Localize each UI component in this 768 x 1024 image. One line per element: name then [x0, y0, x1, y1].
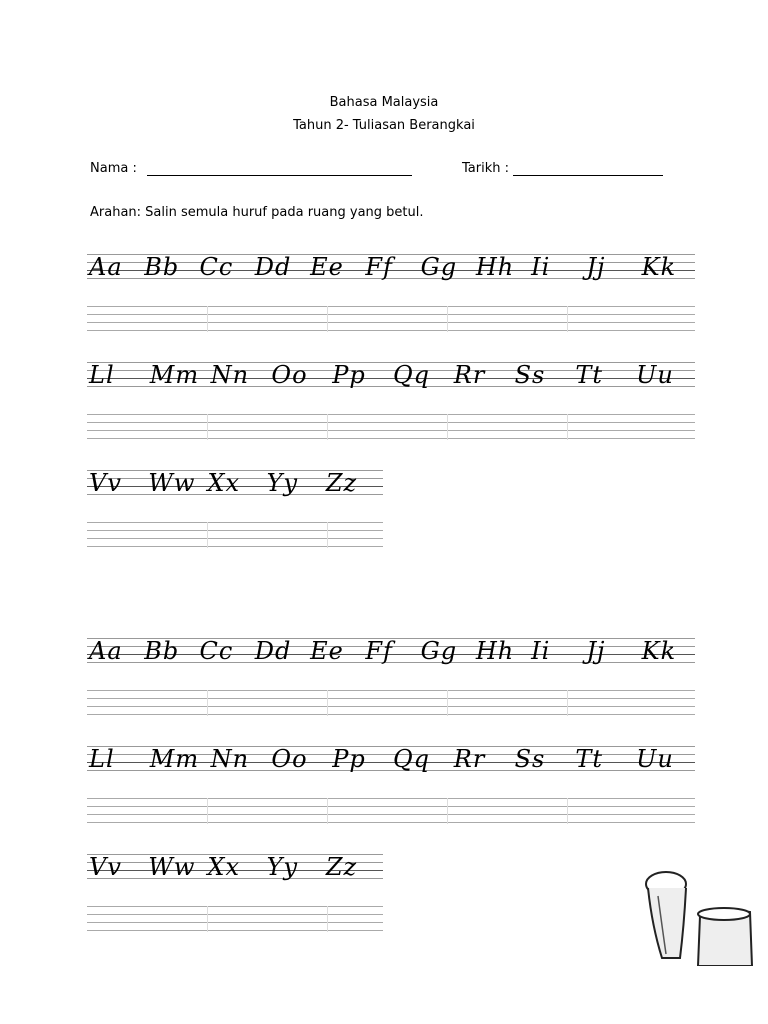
practice-divider	[327, 522, 328, 548]
practice-divider	[327, 798, 328, 824]
cursive-letter-pair: Ll	[89, 361, 115, 389]
cursive-letter-pair: Mm	[149, 361, 200, 389]
cursive-letter-pair: Pp	[332, 745, 366, 773]
cursive-letter-pair: Yy	[266, 853, 299, 881]
practice-line	[87, 814, 695, 815]
tarikh-label: Tarikh :	[462, 161, 509, 176]
practice-line	[87, 690, 695, 691]
practice-line	[87, 522, 383, 523]
letter-row	[87, 848, 383, 888]
cursive-letter-pair: Uu	[636, 745, 674, 773]
tarikh-field[interactable]	[462, 161, 663, 176]
cursive-letter-pair: Hh	[475, 253, 515, 281]
practice-line	[87, 698, 695, 699]
cursive-letter-pair: Mm	[149, 745, 200, 773]
topic-title: Tahun 2- Tuliasan Berangkai	[293, 118, 475, 133]
practice-lines[interactable]	[87, 306, 695, 332]
practice-divider	[447, 690, 448, 716]
cursive-letter-pair: Vv	[89, 469, 122, 497]
practice-line	[87, 822, 695, 823]
practice-line	[87, 546, 383, 547]
cursive-letter-pair: Tt	[575, 745, 604, 773]
letter-group	[87, 632, 695, 672]
nama-field[interactable]	[90, 161, 412, 176]
practice-line	[87, 806, 695, 807]
cursive-letter-pair: Hh	[475, 637, 515, 665]
practice-line	[87, 438, 695, 439]
practice-line	[87, 322, 695, 323]
letter-group	[87, 248, 695, 288]
practice-lines[interactable]	[87, 798, 695, 824]
cursive-letter-pair: Nn	[210, 745, 250, 773]
practice-line	[87, 422, 695, 423]
cursive-letter-pair: Zz	[325, 853, 358, 881]
practice-line	[87, 430, 695, 431]
cursive-letter-pair: Rr	[453, 361, 486, 389]
cursive-letter-pair: Ww	[148, 469, 196, 497]
practice-line	[87, 530, 383, 531]
practice-line	[87, 914, 383, 915]
practice-divider	[327, 414, 328, 440]
cursive-letter-pair: Nn	[210, 361, 250, 389]
tarikh-line[interactable]	[513, 163, 663, 176]
cursive-letter-pair: Bb	[144, 253, 180, 281]
cursive-letter-pair: Bb	[144, 637, 180, 665]
cursive-letter-pair: Cc	[199, 637, 234, 665]
letter-row	[87, 740, 695, 780]
practice-divider	[207, 306, 208, 332]
letter-row	[87, 464, 383, 504]
instruction-text: Arahan: Salin semula huruf pada ruang yang betul.	[90, 205, 424, 220]
practice-line	[87, 922, 383, 923]
practice-divider	[207, 414, 208, 440]
letter-group	[87, 740, 695, 780]
trash-bin-icon	[640, 866, 768, 966]
cursive-letter-pair: Qq	[392, 361, 431, 389]
cursive-letter-pair: Pp	[332, 361, 366, 389]
cursive-letter-pair: Kk	[641, 637, 677, 665]
practice-line	[87, 314, 695, 315]
practice-line	[87, 330, 695, 331]
practice-divider	[567, 414, 568, 440]
cursive-letter-pair: Ff	[365, 637, 393, 665]
cursive-letter-pair: Dd	[254, 253, 292, 281]
letter-group	[87, 464, 383, 504]
practice-divider	[327, 690, 328, 716]
cursive-letter-pair: Rr	[453, 745, 486, 773]
practice-line	[87, 714, 695, 715]
cursive-letter-pair: Tt	[575, 361, 604, 389]
cursive-letter-pair: Zz	[325, 469, 358, 497]
letter-group	[87, 356, 695, 396]
practice-divider	[327, 906, 328, 932]
subject-title: Bahasa Malaysia	[329, 95, 439, 110]
practice-divider	[447, 306, 448, 332]
cursive-letter-pair: Ff	[365, 253, 393, 281]
cursive-letter-pair: Ii	[531, 253, 551, 281]
cursive-letter-pair: Vv	[89, 853, 122, 881]
nama-label: Nama :	[90, 161, 137, 176]
cursive-letter-pair: Uu	[636, 361, 674, 389]
practice-divider	[327, 306, 328, 332]
cursive-letter-pair: Gg	[420, 253, 458, 281]
practice-divider	[567, 690, 568, 716]
practice-line	[87, 798, 695, 799]
nama-line[interactable]	[147, 163, 412, 176]
practice-line	[87, 706, 695, 707]
practice-line	[87, 306, 695, 307]
practice-line	[87, 906, 383, 907]
practice-divider	[447, 414, 448, 440]
cursive-letter-pair: Xx	[207, 469, 241, 497]
letter-row	[87, 248, 695, 288]
cursive-letter-pair: Gg	[420, 637, 458, 665]
practice-line	[87, 414, 695, 415]
cursive-letter-pair: Ww	[148, 853, 196, 881]
practice-divider	[567, 798, 568, 824]
practice-divider	[207, 798, 208, 824]
cursive-letter-pair: Aa	[89, 637, 123, 665]
cursive-letter-pair: Yy	[266, 469, 299, 497]
practice-lines[interactable]	[87, 906, 383, 932]
cursive-letter-pair: Dd	[254, 637, 292, 665]
practice-divider	[207, 522, 208, 548]
cursive-letter-pair: Ii	[531, 637, 551, 665]
practice-line	[87, 538, 383, 539]
cursive-letter-pair: Ee	[310, 637, 344, 665]
cursive-letter-pair: Ee	[310, 253, 344, 281]
letter-group	[87, 848, 383, 888]
letter-row	[87, 632, 695, 672]
cursive-letter-pair: Kk	[641, 253, 677, 281]
practice-lines[interactable]	[87, 522, 383, 548]
practice-lines[interactable]	[87, 690, 695, 716]
letter-row	[87, 356, 695, 396]
practice-lines[interactable]	[87, 414, 695, 440]
cursive-letter-pair: Cc	[199, 253, 234, 281]
practice-divider	[207, 690, 208, 716]
cursive-letter-pair: Xx	[207, 853, 241, 881]
cursive-letter-pair: Aa	[89, 253, 123, 281]
cursive-letter-pair: Oo	[271, 361, 308, 389]
cursive-letter-pair: Jj	[586, 637, 606, 665]
cursive-letter-pair: Ll	[89, 745, 115, 773]
cursive-letter-pair: Jj	[586, 253, 606, 281]
cursive-letter-pair: Qq	[392, 745, 431, 773]
cursive-letter-pair: Ss	[514, 745, 546, 773]
practice-divider	[207, 906, 208, 932]
practice-divider	[447, 798, 448, 824]
practice-divider	[567, 306, 568, 332]
practice-line	[87, 930, 383, 931]
cursive-letter-pair: Ss	[514, 361, 546, 389]
cursive-letter-pair: Oo	[271, 745, 308, 773]
